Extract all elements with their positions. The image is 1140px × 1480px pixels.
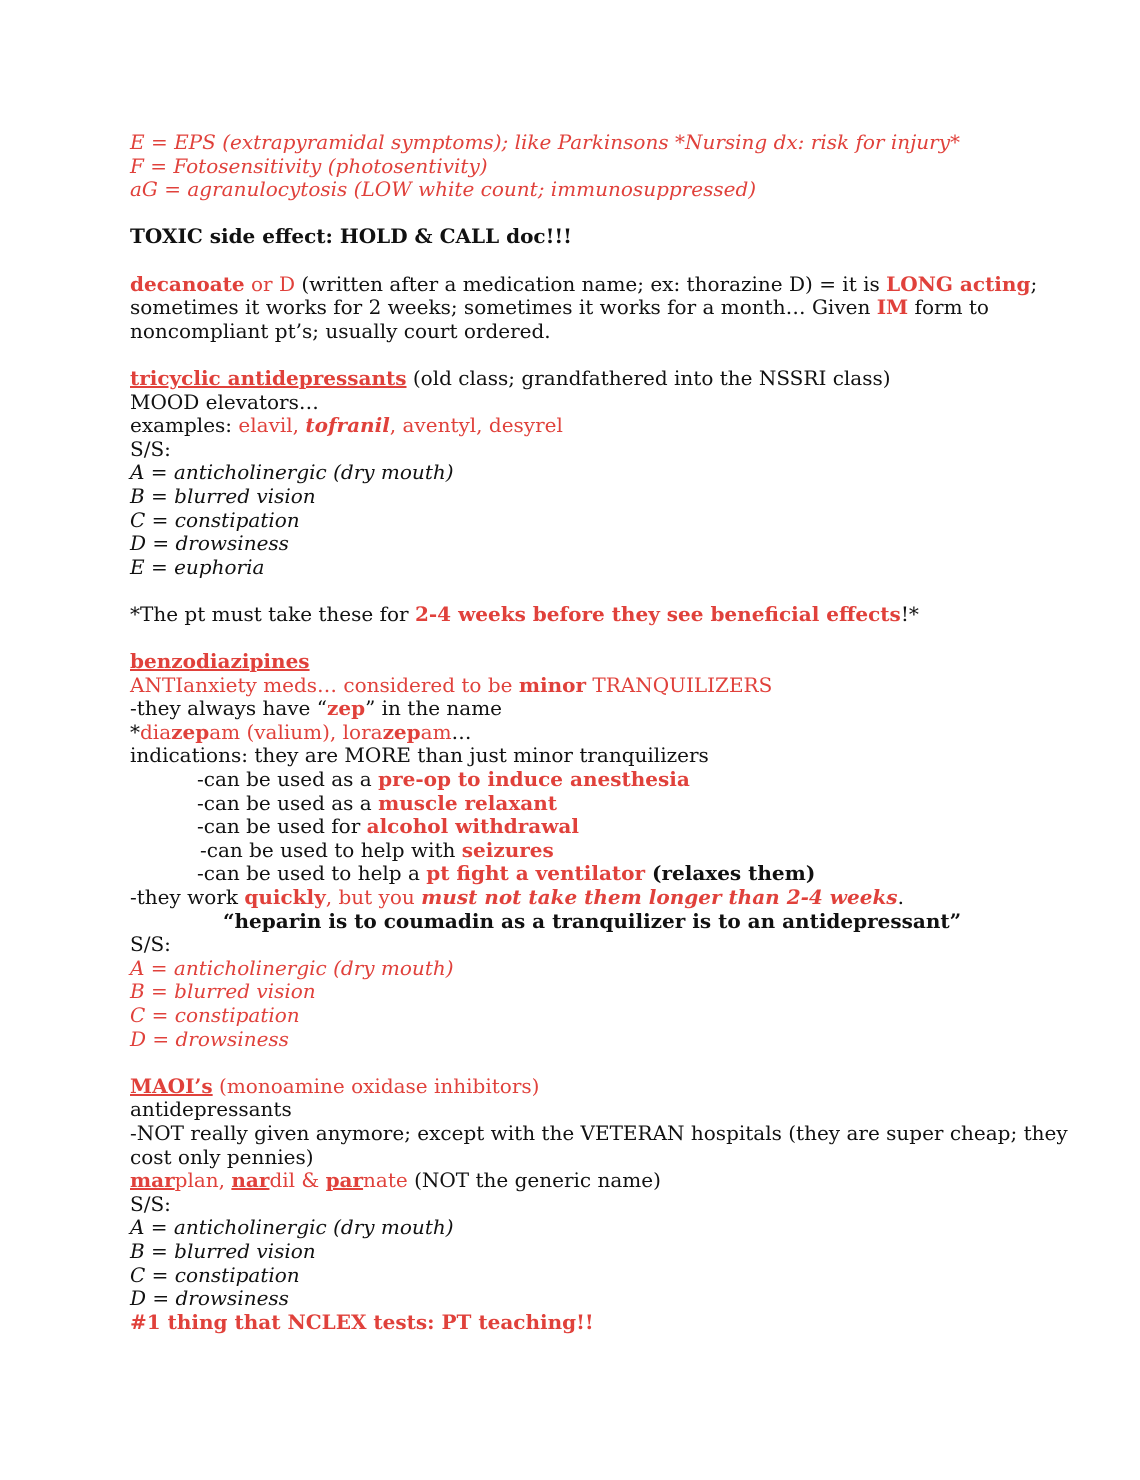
text-run: elavil, <box>238 413 306 438</box>
text-line <box>130 862 1010 886</box>
text-line <box>130 178 1010 202</box>
text-line <box>130 1120 1068 1146</box>
text-run: -can be used as a <box>197 790 379 815</box>
text-run: A = anticholinergic (dry mouth) <box>130 955 454 980</box>
text-run: must not take them longer than 2-4 weeks <box>421 885 898 909</box>
text-line <box>130 910 1010 934</box>
text-run: aG = agranulocytosis (LOW white count; immunosuppressed) <box>130 177 757 202</box>
text-line <box>130 532 1010 556</box>
text-run: muscle relaxant <box>378 790 557 815</box>
text-run: * <box>130 719 140 744</box>
text-run: -can be used to help a <box>197 861 427 886</box>
text-line <box>130 271 1038 297</box>
text-run: noncompliant pt’s; usually court ordered. <box>130 318 551 343</box>
text-line <box>130 980 1010 1004</box>
text-run: *The pt must take these for <box>130 601 415 626</box>
text-run: 2-4 weeks before they see beneficial effects <box>414 601 901 626</box>
text-run: C = constipation <box>130 1002 300 1027</box>
blank-line <box>130 1051 1010 1075</box>
text-run: D = drowsiness <box>130 1286 289 1311</box>
text-line <box>130 933 1010 957</box>
text-run: cost only pennies) <box>130 1144 314 1169</box>
text-line <box>130 1264 1010 1288</box>
text-line <box>130 1028 1010 1052</box>
text-run: (NOT the generic name) <box>407 1168 661 1193</box>
text-run: , but you <box>325 885 422 909</box>
text-run: B = blurred vision <box>130 1238 316 1263</box>
text-line <box>130 721 1010 745</box>
text-run: !* <box>900 601 919 626</box>
text-run: sometimes it works for 2 weeks; sometimes it works for a month… Given <box>130 295 877 320</box>
text-line <box>130 414 1010 438</box>
text-run: , aventyl, desyrel <box>389 413 563 438</box>
text-line <box>130 485 1010 509</box>
text-run: -can be used as a <box>197 767 379 792</box>
text-line <box>130 603 1010 627</box>
blank-line <box>130 202 1010 226</box>
text-run: A = anticholinergic (dry mouth) <box>130 1215 454 1240</box>
text-line <box>130 556 1010 580</box>
text-line <box>130 1075 1010 1099</box>
text-run: dia <box>140 719 172 744</box>
text-run: TOXIC side effect: HOLD & CALL doc!!! <box>130 224 572 249</box>
text-run: form to <box>908 295 989 320</box>
text-line <box>130 1216 1010 1240</box>
text-run: mar <box>130 1168 175 1193</box>
text-run: tofranil <box>305 413 390 438</box>
text-run: zep <box>382 719 421 744</box>
text-run: dil & <box>269 1168 326 1193</box>
text-run: or D <box>244 271 296 296</box>
text-run: (monoamine oxidase inhibitors) <box>212 1073 540 1098</box>
text-line <box>130 391 1010 415</box>
text-line <box>130 1004 1010 1028</box>
text-run: (old class; grandfathered into the NSSRI class) <box>406 365 891 390</box>
text-run: E = EPS (extrapyramidal symptoms); like Parkinsons *Nursing dx: risk for injury* <box>130 130 961 154</box>
text-run: antidepressants <box>130 1097 292 1122</box>
text-run: par <box>325 1168 364 1193</box>
text-run: (written after a medication name; ex: thorazine D) = it is <box>295 271 887 296</box>
text-run: “heparin is to coumadin as a tranquilizer is to an antidepressant” <box>223 908 962 933</box>
text-line <box>130 768 1010 792</box>
text-run: IM <box>876 295 909 320</box>
text-run: ANTIanxiety meds… considered to be <box>130 672 519 697</box>
blank-line <box>130 626 1010 650</box>
text-run: LONG acting <box>886 271 1031 296</box>
text-line <box>130 438 1010 462</box>
text-run: S/S: <box>130 436 171 461</box>
text-run: nate <box>363 1168 408 1193</box>
text-line <box>130 461 1010 485</box>
text-run: #1 thing that NCLEX tests: PT teaching!! <box>130 1309 594 1334</box>
text-run: am <box>420 719 452 744</box>
text-run: -NOT really given anymore; except with the VETERAN hospitals (they are super cheap; they <box>130 1120 1068 1145</box>
text-run: alcohol withdrawal <box>366 814 579 839</box>
text-line <box>130 957 1010 981</box>
text-line <box>130 1287 1010 1311</box>
text-run: . <box>897 885 904 909</box>
text-line <box>130 815 1010 839</box>
text-line <box>130 1311 1010 1335</box>
text-run: zep <box>171 719 210 744</box>
text-run: pt fight a ventilator <box>426 861 646 886</box>
text-run: … <box>451 719 472 744</box>
text-run: pre-op to induce anesthesia <box>378 767 690 792</box>
blank-line <box>130 343 1010 367</box>
text-line <box>130 650 1010 674</box>
text-run: A = anticholinergic (dry mouth) <box>130 460 454 485</box>
text-line <box>130 296 1010 320</box>
text-line <box>130 1240 1010 1264</box>
text-run: indications: they are MORE than just minor tranquilizers <box>130 743 709 768</box>
text-run: TRANQUILIZERS <box>586 672 773 697</box>
text-run: ” in the name <box>365 696 502 721</box>
text-run: -can be used for <box>197 814 367 839</box>
text-run: C = constipation <box>130 507 300 532</box>
text-run: am (valium), lora <box>209 719 383 744</box>
text-run: E = euphoria <box>130 554 265 579</box>
text-run: D = drowsiness <box>130 1026 289 1051</box>
text-run: plan, <box>174 1168 232 1193</box>
text-run: ; <box>1030 271 1038 296</box>
text-line <box>130 697 1010 721</box>
text-line <box>130 131 1010 155</box>
text-run: -can be used to help with <box>200 837 462 862</box>
blank-line <box>130 249 1010 273</box>
text-line <box>130 509 1010 533</box>
text-run: S/S: <box>130 932 171 957</box>
text-run: benzodiazipines <box>130 649 310 674</box>
text-line <box>130 155 1010 179</box>
text-line <box>130 792 1010 816</box>
text-run: examples: <box>130 413 239 438</box>
text-run: C = constipation <box>130 1262 300 1287</box>
text-run: F = Fotosensitivity (photosentivity) <box>130 153 488 178</box>
text-run: -they work <box>130 885 245 909</box>
text-run: minor <box>518 672 587 697</box>
text-run: MOOD elevators… <box>130 389 319 414</box>
text-run: quickly <box>244 885 326 909</box>
document-page <box>130 130 1068 1334</box>
text-run: seizures <box>461 837 554 862</box>
text-run: zep <box>326 696 366 721</box>
text-run: (relaxes them) <box>645 861 816 886</box>
text-run: -they always have “ <box>130 696 327 721</box>
text-run: S/S: <box>130 1191 171 1216</box>
text-line <box>130 225 1010 249</box>
text-line <box>130 674 1010 698</box>
text-line <box>130 1146 1010 1170</box>
text-run: B = blurred vision <box>130 979 316 1004</box>
text-run: tricyclic antidepressants <box>130 365 407 390</box>
text-run: B = blurred vision <box>130 483 316 508</box>
text-line <box>130 886 1010 910</box>
blank-line <box>130 579 1010 603</box>
text-line <box>130 320 1010 344</box>
text-run: nar <box>231 1168 270 1193</box>
text-line <box>130 1098 1010 1122</box>
text-line <box>130 744 1010 768</box>
text-run: MAOI’s <box>130 1073 213 1098</box>
text-line <box>130 1169 1010 1193</box>
text-line <box>130 367 1010 391</box>
text-line <box>130 1193 1010 1217</box>
text-run: decanoate <box>130 271 245 296</box>
text-run: D = drowsiness <box>130 531 289 556</box>
text-line <box>130 839 1010 863</box>
